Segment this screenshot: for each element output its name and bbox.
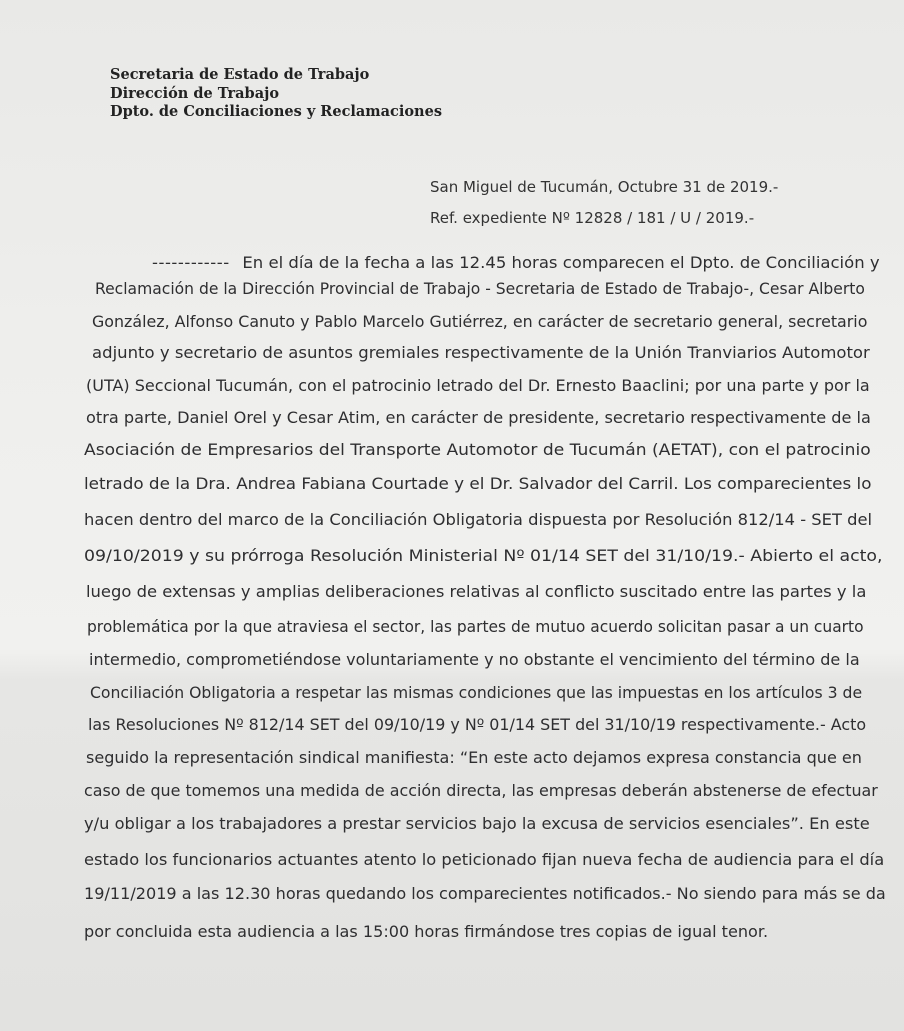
body-line: estado los funcionarios actuantes atento lo peticionado fijan nueva fecha de audiencia para el día — [84, 851, 885, 869]
body-line: otra parte, Daniel Orel y Cesar Atim, en carácter de presidente, secretario respectivamente de la — [86, 409, 871, 427]
body-line: González, Alfonso Canuto y Pablo Marcelo Gutiérrez, en carácter de secretario general, secretario — [92, 313, 868, 331]
body-line: Asociación de Empresarios del Transporte Automotor de Tucumán (AETAT), con el patrocinio — [84, 441, 871, 459]
body-line: intermedio, comprometiéndose voluntariamente y no obstante el vencimiento del término de la — [89, 651, 860, 669]
body-line: Conciliación Obligatoria a respetar las mismas condiciones que las impuestas en los artículos 3 de — [90, 684, 863, 702]
letterhead-secretaria: Secretaria de Estado de Trabajo — [110, 66, 370, 83]
date-reference-block — [430, 172, 778, 234]
body-line: por concluida esta audiencia a las 15:00 horas firmándose tres copias de igual tenor. — [84, 923, 769, 941]
body-line: letrado de la Dra. Andrea Fabiana Courtade y el Dr. Salvador del Carril. Los comparecientes lo — [84, 475, 872, 493]
body-line: problemática por la que atraviesa el sector, las partes de mutuo acuerdo solicitan pasar a un cuarto — [87, 618, 864, 636]
letterhead-departamento: Dpto. de Conciliaciones y Reclamaciones — [110, 103, 442, 120]
body-line: hacen dentro del marco de la Conciliación Obligatoria dispuesta por Resolución 812/14 - SET del — [84, 511, 873, 529]
letterhead-direccion: Dirección de Trabajo — [110, 84, 280, 102]
body-line: seguido la representación sindical manifiesta: “En este acto dejamos expresa constancia que en — [86, 749, 862, 767]
place-date: San Miguel de Tucumán, Octubre 31 de 2019.- — [430, 178, 779, 196]
body-line: luego de extensas y amplias deliberaciones relativas al conflicto suscitado entre las partes y la — [86, 583, 867, 601]
body-line: y/u obligar a los trabajadores a prestar servicios bajo la excusa de servicios esenciales”. En este — [84, 815, 870, 833]
body-line: Reclamación de la Dirección Provincial de Trabajo - Secretaria de Estado de Trabajo-, Cesar Alberto — [95, 280, 865, 298]
body-line: 19/11/2019 a las 12.30 horas quedando los comparecientes notificados.- No siendo para más se da — [84, 885, 886, 903]
lead-dashes: ------------ — [152, 254, 230, 272]
file-reference: Ref. expediente Nº 12828 / 181 / U / 2019.- — [430, 209, 755, 227]
body-line: las Resoluciones Nº 812/14 SET del 09/10/19 y Nº 01/14 SET del 31/10/19 respectivamente.- Acto — [88, 716, 867, 734]
body-line: adjunto y secretario de asuntos gremiales respectivamente de la Unión Tranviarios Automotor — [92, 344, 870, 362]
letterhead — [110, 66, 442, 122]
body-line: ------------ En el día de la fecha a las 12.45 horas comparecen el Dpto. de Conciliación y — [152, 254, 880, 272]
body-line: 09/10/2019 y su prórroga Resolución Ministerial Nº 01/14 SET del 31/10/19.- Abierto el acto, — [84, 547, 883, 565]
body-line: caso de que tomemos una medida de acción directa, las empresas deberán abstenerse de efectuar — [84, 782, 878, 800]
body-line: (UTA) Seccional Tucumán, con el patrocinio letrado del Dr. Ernesto Baaclini; por una parte y por la — [86, 377, 870, 395]
